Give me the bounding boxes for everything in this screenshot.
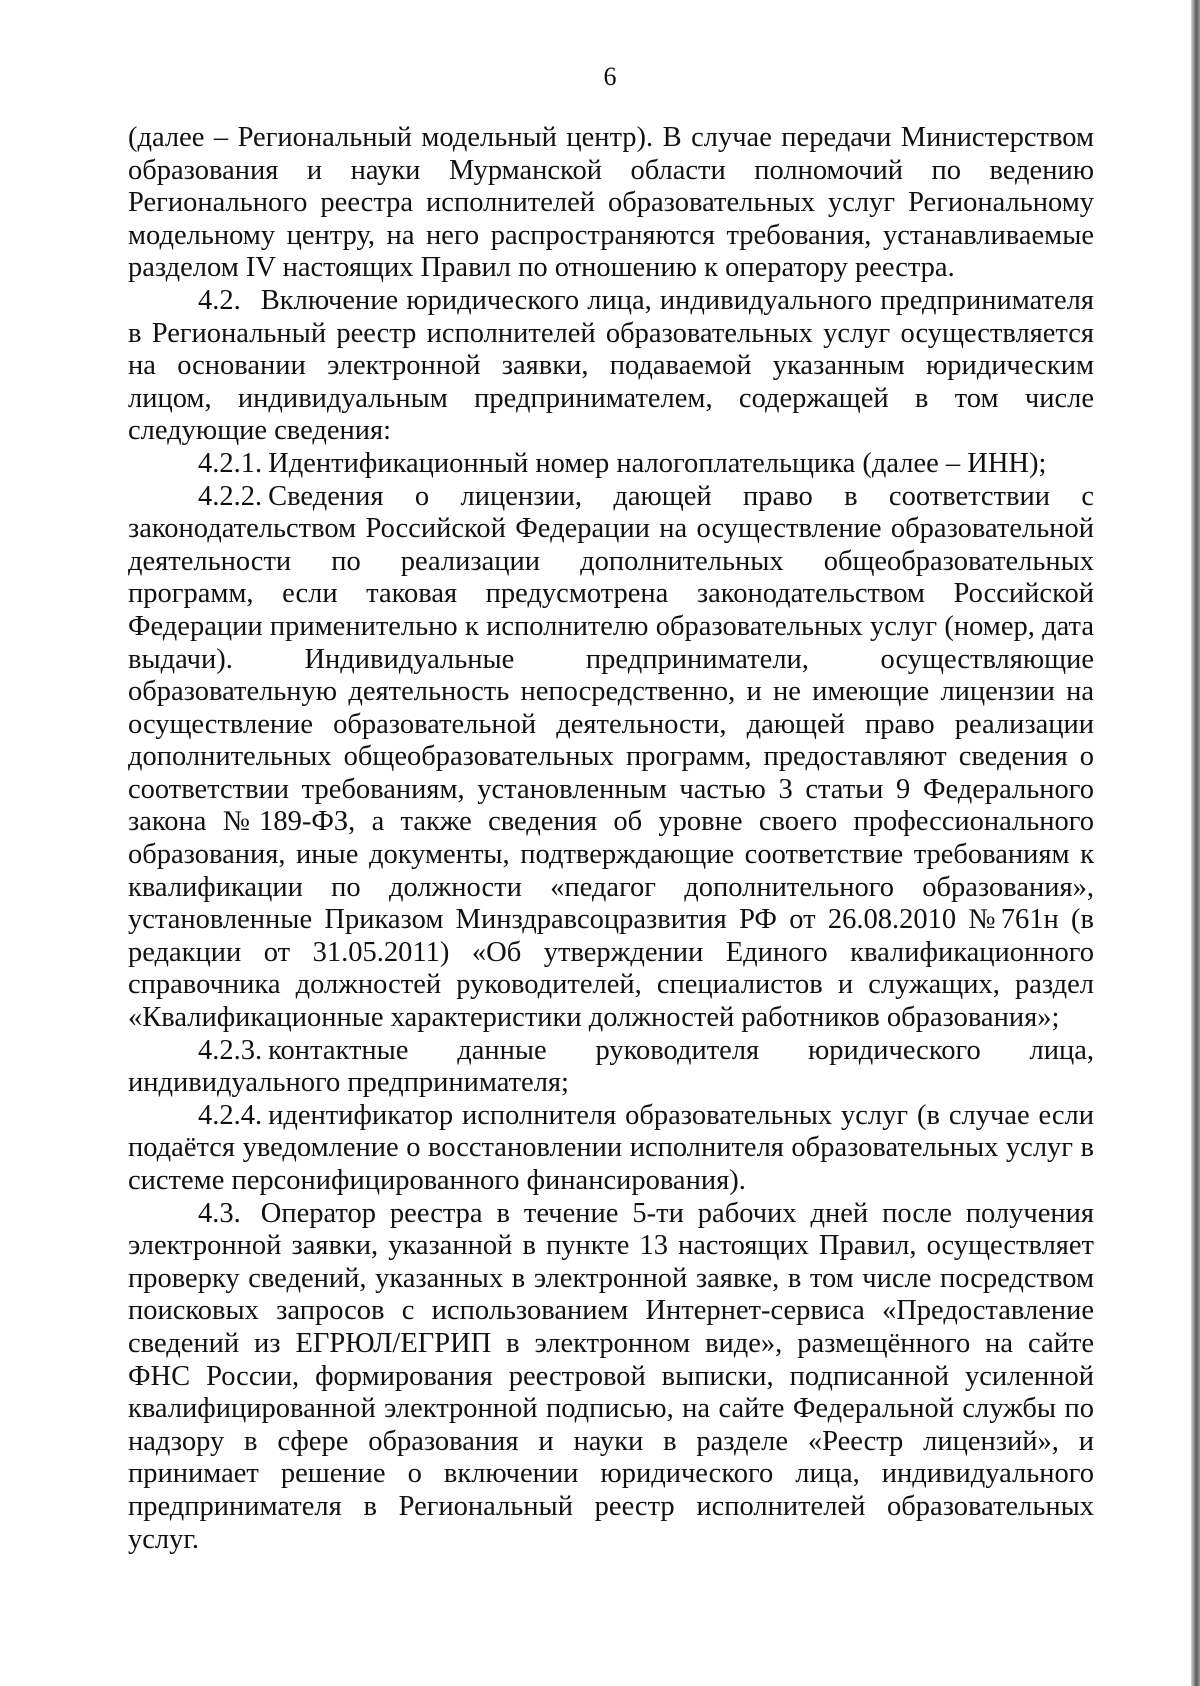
clause-text: контактные данные руководителя юридического лица, индивидуального предпринимателя; [128, 1034, 1094, 1099]
clause-text: Оператор реестра в течение 5-ти рабочих дней после получения электронной заявки, указанной в пункте 13 настоящих Правил, осуществляет проверку сведений, указанных в электронной заявке, в том числе посредством поисковых запросов с использованием Интернет-сервиса «Предоставление сведений из ЕГРЮЛ/ЕГРИП в электронном виде», размещённого на сайте ФНС России, формирования реестровой выписки, подписанной усиленной квалифицированной электронной подписью, на сайте Федеральной службы по надзору в сфере образования и науки в разделе «Реестр лицензий», и принимает решение о включении юридического лица, индивидуального предпринимателя в Региональный реестр исполнителей образовательных услуг. [128, 1197, 1094, 1555]
page-number: 6 [603, 62, 617, 91]
clause-4-2-2 [128, 481, 1094, 1035]
clause-text: Включение юридического лица, индивидуального предпринимателя в Региональный реестр исполнителей образовательных услуг осуществляется на основании электронной заявки, подаваемой указанным юридическим лицом, индивидуальным предпринимателем, содержащей в том числе следующие сведения: [128, 284, 1094, 447]
paragraph-text: (далее – Региональный модельный центр). В случае передачи Министерством образования и науки Мурманской области полномочий по ведению Регионального реестра исполнителей образовательных услуг Региональному модельному центру, на него распространяются требования, устанавливаемые разделом IV настоящих Правил по отношению к оператору реестра. [128, 122, 1094, 284]
clause-4-3 [128, 1198, 1094, 1557]
clause-number: 4.2.2. [198, 480, 263, 512]
paragraph-continuation [128, 122, 1094, 285]
clause-text: Идентификационный номер налогоплательщика (далее – ИНН); [268, 447, 1047, 479]
clause-number: 4.2. [198, 284, 241, 316]
clause-text: идентификатор исполнителя образовательных услуг (в случае если подаётся уведомление о восстановлении исполнителя образовательных услуг в системе персонифицированного финансирования). [128, 1099, 1094, 1196]
clause-number: 4.3. [198, 1197, 241, 1229]
clause-number: 4.2.3. [198, 1034, 263, 1066]
scan-edge-shadow [1191, 0, 1200, 1686]
clause-4-2-1 [128, 448, 1094, 481]
clause-4-2-4 [128, 1100, 1094, 1198]
clause-number: 4.2.4. [198, 1099, 263, 1131]
clause-text: Сведения о лицензии, дающей право в соответствии с законодательством Российской Федерации на осуществление образовательной деятельности по реализации дополнительных общеобразовательных программ, если таковая предусмотрена законодательством Российской Федерации применительно к исполнителю образовательных услуг (номер, дата выдачи). Индивидуальные предприниматели, осуществляющие образовательную деятельность непосредственно, и не имеющие лицензии на осуществление образовательной деятельности, дающей право реализации дополнительных общеобразовательных программ, предоставляют сведения о соответствии требованиям, установленным частью 3 статьи 9 Федерального закона №189-ФЗ, а также сведения об уровне своего профессионального образования, иные документы, подтверждающие соответствие требованиям к квалификации по должности «педагог дополнительного образования», установленные Приказом Минздравсоцразвития РФ от 26.08.2010 №761н (в редакции от 31.05.2011) «Об утверждении Единого квалификационного справочника должностей руководителей, специалистов и служащих, раздел «Квалификационные характеристики должностей работников образования»; [128, 480, 1094, 1034]
document-body [128, 122, 1094, 1556]
clause-4-2-3 [128, 1035, 1094, 1100]
clause-4-2 [128, 285, 1094, 448]
clause-number: 4.2.1. [198, 447, 263, 479]
